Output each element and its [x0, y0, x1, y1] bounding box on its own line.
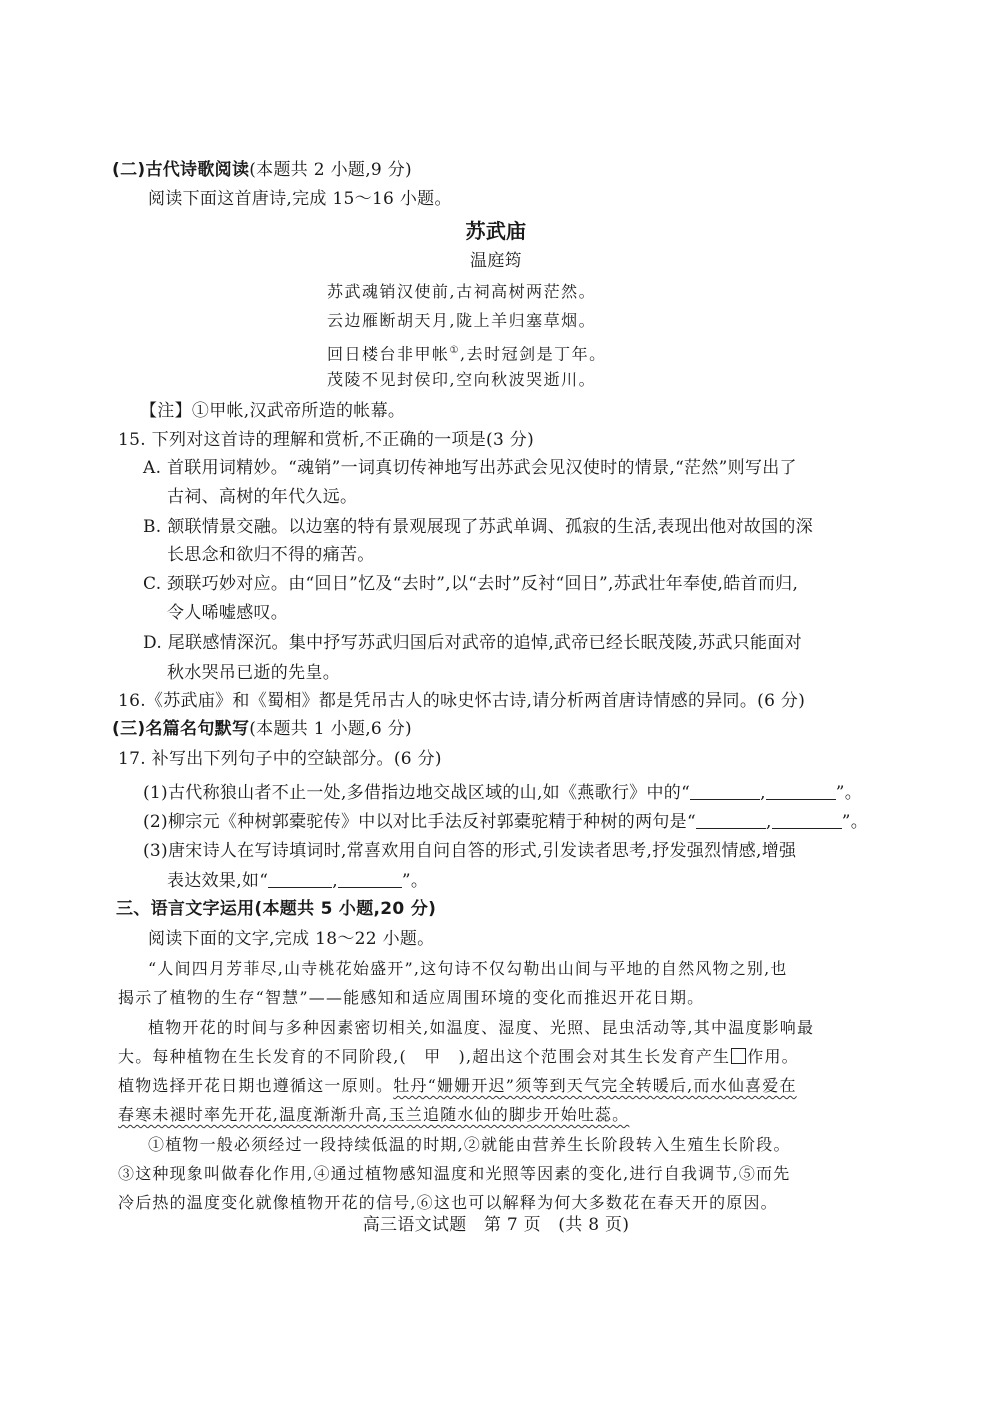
- q17-item-3: (3)唐宋诗人在写诗填词时,常喜欢用自问自答的形式,引发读者思考,抒发强烈情感,增强: [143, 841, 797, 861]
- poem-author: 温庭筠: [470, 251, 522, 271]
- q17-item-2: [143, 811, 868, 833]
- answer-blank[interactable]: [338, 871, 402, 888]
- passage-p3-line3: 冷后热的温度变化就像植物开花的信号,⑥这也可以解释为何大多数花在春天开的原因。: [118, 1193, 778, 1212]
- answer-blank[interactable]: [268, 871, 332, 888]
- option-c-cont: 令人唏嘘感叹。: [167, 603, 289, 623]
- passage-text: 作用。: [747, 1047, 799, 1066]
- poem-line-part: 回日楼台非甲帐: [327, 344, 450, 364]
- wavy-underlined-text: 牡丹“姗姗开迟”须等到天气完全转暖后,而水仙喜爱在: [393, 1076, 797, 1095]
- passage-text: 植物选择开花日期也遵循这一原则。: [118, 1076, 394, 1095]
- passage-text: 大。每种植物在生长发育的不同阶段,( 甲 ),超出这个范围会对其生长发育产生: [118, 1047, 731, 1066]
- item-text: (1)古代称狼山者不止一处,多借指边地交战区域的山,如《燕歌行》中的“: [143, 783, 691, 803]
- closing-quote: ”。: [835, 783, 863, 803]
- question-17-stem: 17. 补写出下列句子中的空缺部分。(6 分): [118, 749, 442, 769]
- section-score-note: (本题共 1 小题,6 分): [249, 719, 412, 739]
- passage-p2-line4: [118, 1104, 629, 1126]
- answer-blank[interactable]: [696, 812, 766, 829]
- passage-p2-line2: [118, 1046, 799, 1068]
- option-b: B. 颔联情景交融。以边塞的特有景观展现了苏武单调、孤寂的生活,表现出他对故国的深: [143, 517, 814, 537]
- passage-p2: 植物开花的时间与多种因素密切相关,如温度、湿度、光照、昆虫活动等,其中温度影响最: [148, 1018, 815, 1037]
- section-title: (二)古代诗歌阅读: [112, 160, 250, 180]
- poem-line: 云边雁断胡天月,陇上羊归塞草烟。: [327, 311, 597, 330]
- answer-blank[interactable]: [690, 783, 760, 800]
- item-text: (2)柳宗元《种树郭橐驼传》中以对比手法反衬郭橐驼精于种树的两句是“: [143, 812, 696, 832]
- comma: ,: [760, 783, 766, 803]
- passage-p3: ①植物一般必须经过一段持续低温的时期,②就能由营养生长阶段转入生殖生长阶段。: [148, 1135, 791, 1154]
- item-text: 表达效果,如“: [167, 871, 269, 891]
- option-a-cont: 古祠、高树的年代久远。: [167, 487, 358, 507]
- question-16: 16.《苏武庙》和《蜀相》都是凭吊古人的咏史怀古诗,请分析两首唐诗情感的异同。(6 分): [118, 691, 806, 711]
- q17-item-3-cont: [167, 870, 428, 892]
- blank-box: [731, 1048, 746, 1064]
- option-d: D. 尾联感情深沉。集中抒写苏武归国后对武帝的追悼,武帝已经长眠茂陵,苏武只能面对: [143, 633, 802, 653]
- section-score-note: (本题共 2 小题,9 分): [249, 160, 412, 180]
- poem-line: 茂陵不见封侯印,空向秋波哭逝川。: [327, 370, 597, 389]
- passage-p1: “人间四月芳菲尽,山寺桃花始盛开”,这句诗不仅勾勒出山间与平地的自然风物之别,也: [148, 959, 788, 978]
- footnote-mark: ①: [449, 345, 460, 356]
- passage-p2-line3: [118, 1075, 797, 1097]
- comma: ,: [765, 812, 772, 832]
- option-b-cont: 长思念和欲归不得的痛苦。: [167, 545, 375, 565]
- closing-quote: ”。: [841, 812, 868, 832]
- poem-annotation: 【注】①甲帐,汉武帝所造的帐幕。: [140, 401, 406, 421]
- poem-line: [327, 340, 607, 365]
- section-2-instruction: 阅读下面这首唐诗,完成 15～16 小题。: [148, 189, 452, 209]
- passage-p3-line2: ③这种现象叫做春化作用,④通过植物感知温度和光照等因素的变化,进行自我调节,⑤而先: [118, 1164, 791, 1183]
- poem-title: 苏武庙: [465, 219, 527, 243]
- poem-line-part: ,去时冠剑是丁年。: [459, 344, 607, 364]
- section-3-heading: [112, 718, 412, 740]
- comma: ,: [332, 871, 338, 891]
- option-c: C. 颈联巧妙对应。由“回日”忆及“去时”,以“去时”反衬“回日”,苏武壮年奉使,皓首而归,: [143, 574, 799, 594]
- section-title: (三)名篇名句默写: [112, 719, 250, 739]
- poem-line: 苏武魂销汉使前,古祠高树两茫然。: [327, 282, 597, 301]
- question-15-stem: 15. 下列对这首诗的理解和赏析,不正确的一项是(3 分): [118, 430, 535, 450]
- closing-quote: ”。: [401, 871, 429, 891]
- answer-blank[interactable]: [766, 783, 836, 800]
- passage-p1-cont: 揭示了植物的生存“智慧”——能感知和适应周围环境的变化而推迟开花日期。: [118, 988, 705, 1007]
- option-a: A. 首联用词精妙。“魂销”一词真切传神地写出苏武会见汉使时的情景,“茫然”则写出了: [143, 458, 797, 478]
- section-2-heading: [112, 159, 412, 181]
- option-d-cont: 秋水哭吊已逝的先皇。: [167, 663, 340, 683]
- part-3-heading: 三、语言文字运用(本题共 5 小题,20 分): [116, 899, 437, 919]
- part-3-instruction: 阅读下面的文字,完成 18～22 小题。: [148, 929, 435, 949]
- wavy-underlined-text: 春寒未褪时率先开花,温度渐渐升高,玉兰追随水仙的脚步开始吐蕊。: [118, 1105, 630, 1124]
- answer-blank[interactable]: [772, 812, 842, 829]
- page-footer: 高三语文试题 第 7 页 (共 8 页): [362, 1215, 630, 1235]
- q17-item-1: [143, 782, 862, 804]
